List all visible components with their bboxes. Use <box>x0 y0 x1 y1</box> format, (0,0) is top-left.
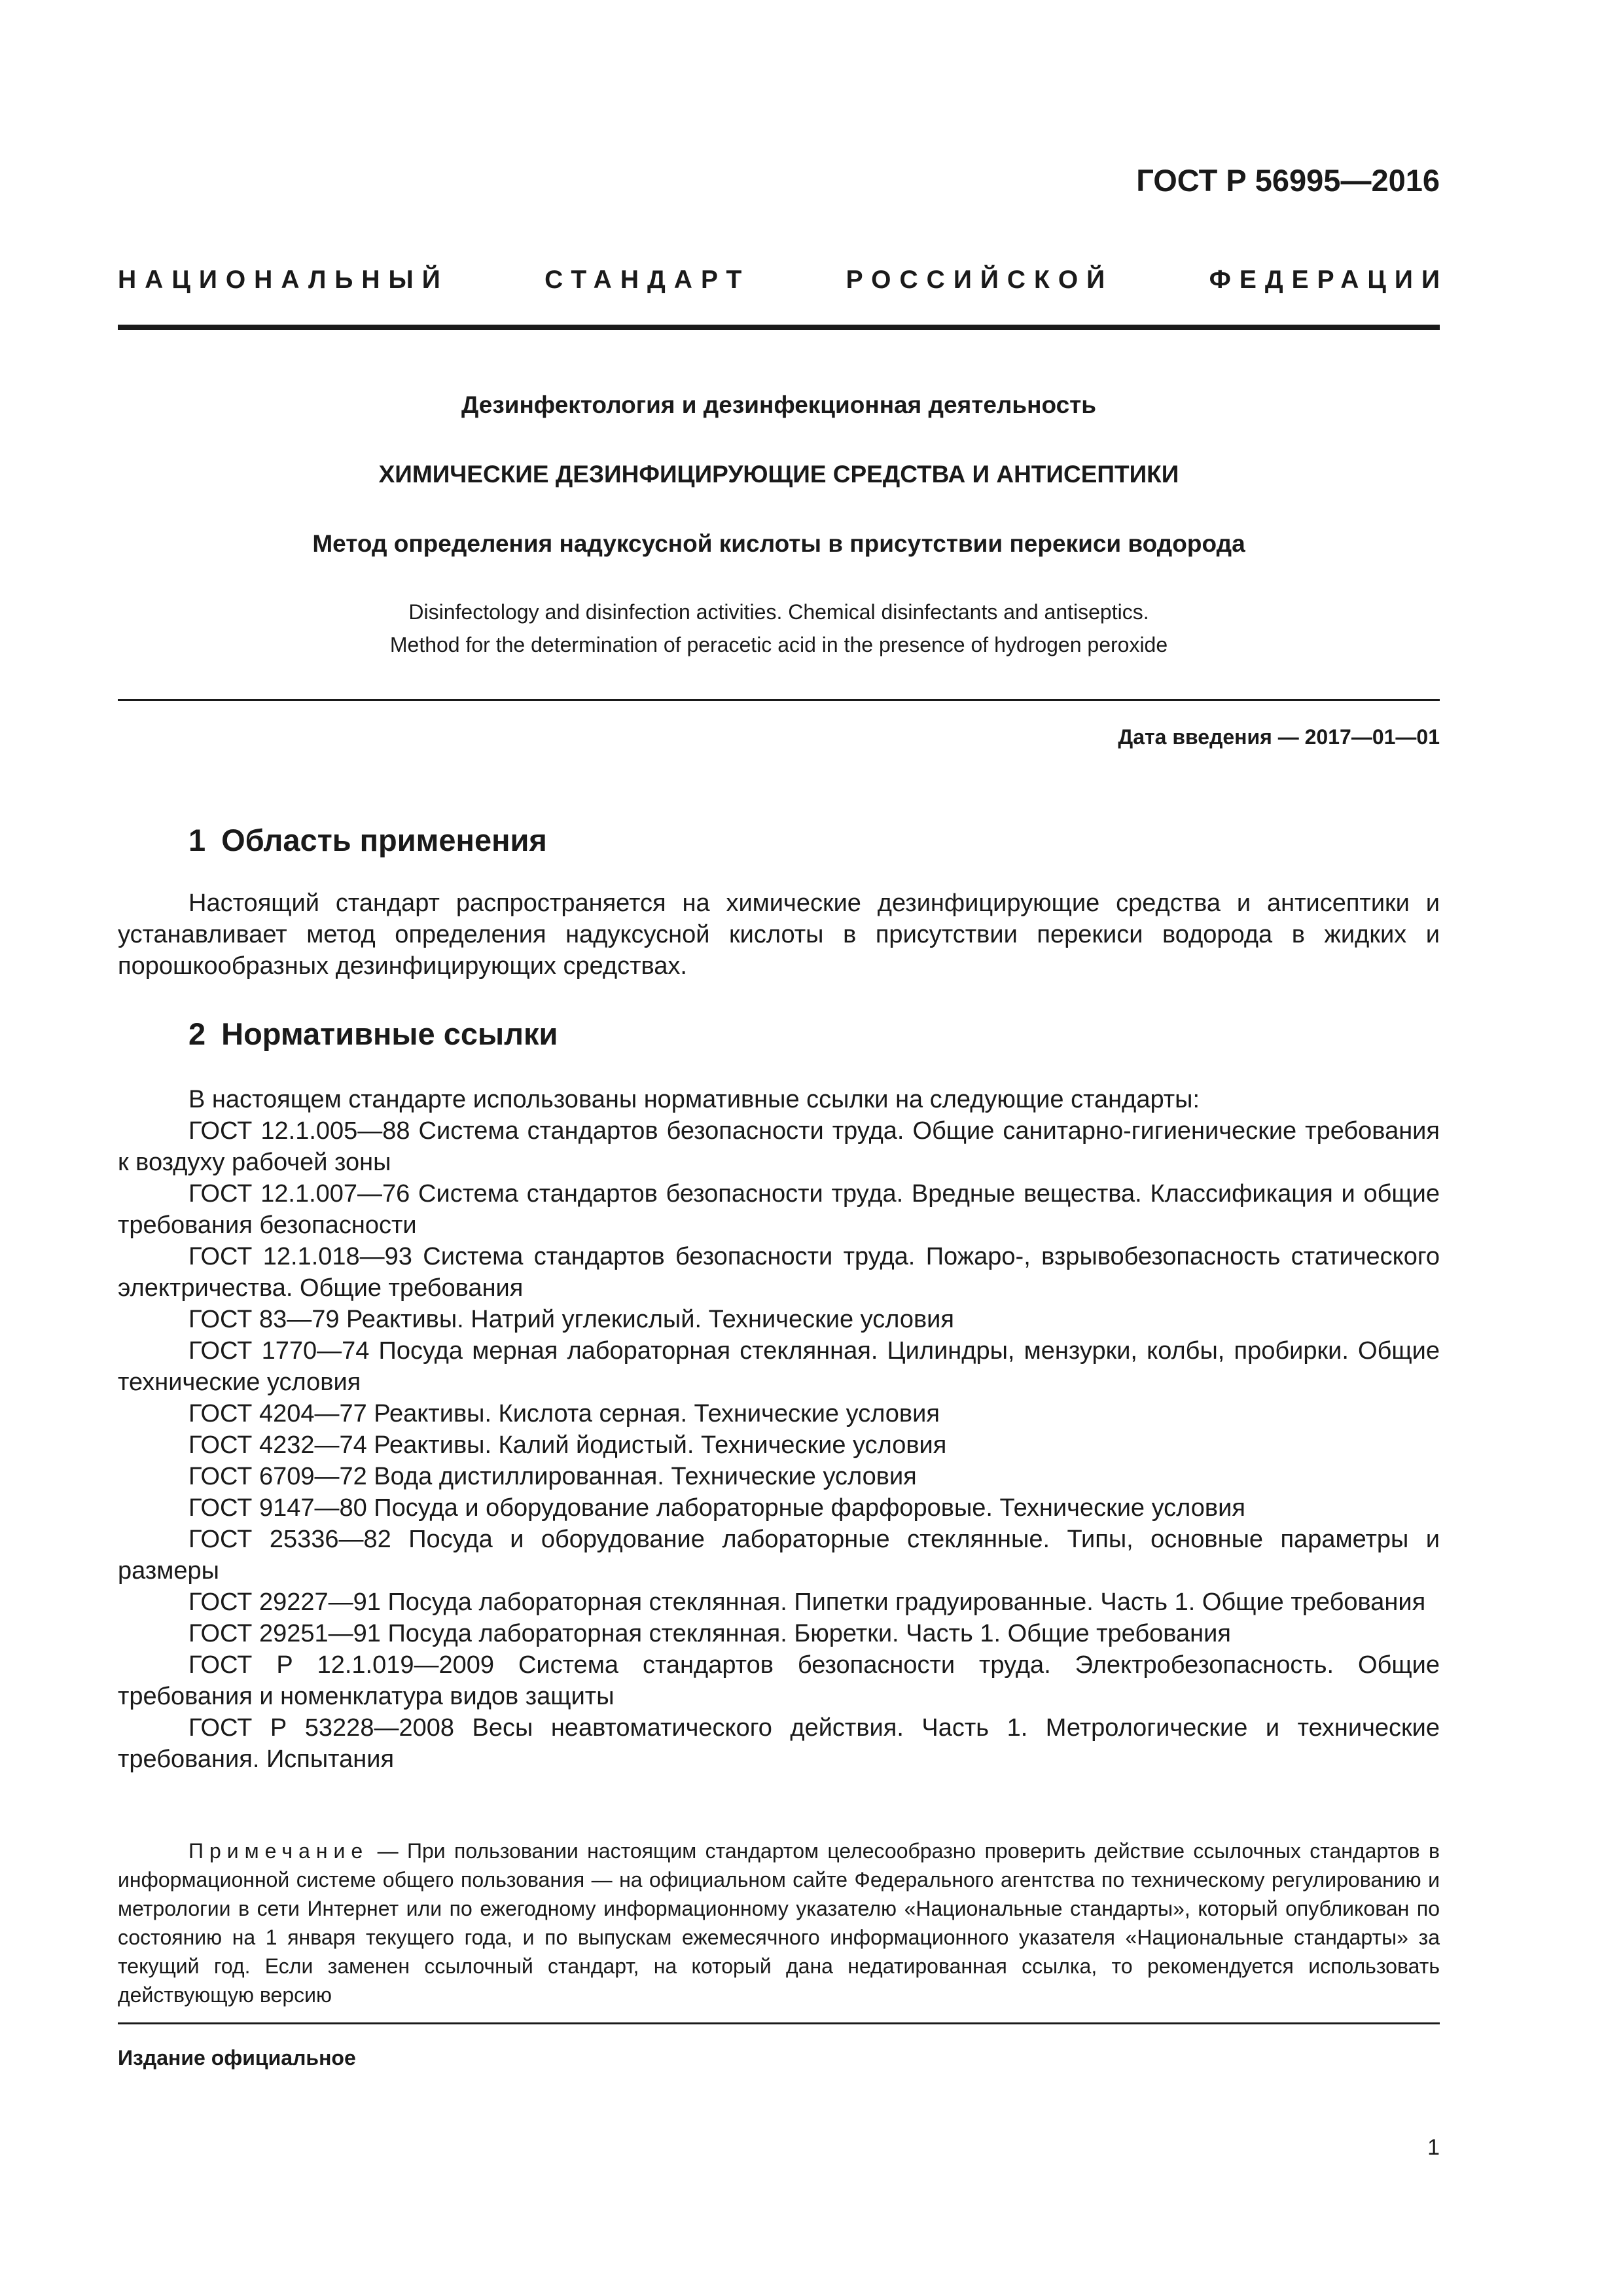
reference-item: ГОСТ Р 53228—2008 Весы неавтоматического действия. Часть 1. Метрологические и технические требования. Испытания <box>118 1714 1440 1773</box>
reference-item: ГОСТ 4232—74 Реактивы. Калий йодистый. Технические условия <box>188 1431 947 1459</box>
official-edition-label: Издание официальное <box>118 2046 356 2070</box>
paragraph-intro: В настоящем стандарте использованы нормативные ссылки на следующие стандарты: <box>188 1086 1200 1113</box>
banner-word: СТАНДАРТ <box>544 266 751 294</box>
note-text: — При пользовании настоящим стандартом целесообразно проверить действие ссылочных стандартов в информационной системе общего пользования — на официальном сайте Федерального агентства по техническому регулированию и метрологии в сети Интернет или по ежегодному информационному указателю «Национальные стандарты», который опубликован по состоянию на 1 января текущего года, и по выпускам ежемесячного информационного указателя «Национальные стандарты» за текущий год. Если заменен ссылочный стандарт, на который дана недатированная ссылка, то рекомендуется использовать действующую версию <box>118 1839 1440 2007</box>
section-2-heading <box>188 1016 558 1052</box>
reference-item: ГОСТ Р 12.1.019—2009 Система стандартов безопасности труда. Электробезопасность. Общие требования и номенклатура видов защиты <box>118 1651 1440 1710</box>
section-title: Область применения <box>221 823 547 857</box>
document-page <box>118 0 1448 2296</box>
title-main: ХИМИЧЕСКИЕ ДЕЗИНФИЦИРУЮЩИЕ СРЕДСТВА И АНТИСЕПТИКИ <box>378 461 1179 488</box>
footer-divider <box>118 2022 1440 2024</box>
reference-item: ГОСТ 25336—82 Посуда и оборудование лабораторные стеклянные. Типы, основные параметры и размеры <box>118 1526 1440 1585</box>
reference-item: ГОСТ 12.1.005—88 Система стандартов безопасности труда. Общие санитарно-гигиенические требования к воздуху рабочей зоны <box>118 1117 1440 1176</box>
section-number: 2 <box>188 1016 206 1051</box>
section-1-body <box>118 888 1440 982</box>
banner-word: РОССИЙСКОЙ <box>846 266 1114 294</box>
page-number: 1 <box>1427 2135 1440 2160</box>
note-paragraph <box>118 1837 1440 2009</box>
reference-item: ГОСТ 9147—80 Посуда и оборудование лабораторные фарфоровые. Технические условия <box>188 1494 1245 1522</box>
national-standard-banner <box>118 266 1448 295</box>
note-label: Примечание <box>188 1839 369 1863</box>
reference-item: ГОСТ 29227—91 Посуда лабораторная стеклянная. Пипетки градуированные. Часть 1. Общие требования <box>188 1588 1426 1616</box>
title-english-line: Disinfectology and disinfection activities. Chemical disinfectants and antiseptics. <box>408 600 1149 624</box>
reference-item: ГОСТ 83—79 Реактивы. Натрий углекислый. Технические условия <box>188 1306 954 1333</box>
paragraph: Настоящий стандарт распространяется на химические дезинфицирующие средства и антисептики и устанавливает метод определения надуксусной кислоты в присутствии перекиси водорода в жидких и порошкообразных дезинфицирующих средствах. <box>118 889 1440 980</box>
title-english <box>118 596 1440 661</box>
section-number: 1 <box>188 823 206 857</box>
section-title: Нормативные ссылки <box>221 1016 558 1051</box>
reference-item: ГОСТ 6709—72 Вода дистиллированная. Технические условия <box>188 1463 917 1490</box>
reference-item: ГОСТ 12.1.018—93 Система стандартов безопасности труда. Пожаро-, взрывобезопасность статического электричества. Общие требования <box>118 1243 1440 1302</box>
gost-number: ГОСТ Р 56995—2016 <box>1136 163 1440 198</box>
header-divider <box>118 325 1440 330</box>
reference-item: ГОСТ 4204—77 Реактивы. Кислота серная. Технические условия <box>188 1400 940 1427</box>
reference-item: ГОСТ 29251—91 Посуда лабораторная стеклянная. Бюретки. Часть 1. Общие требования <box>188 1620 1231 1647</box>
title-divider <box>118 699 1440 701</box>
title-method: Метод определения надуксусной кислоты в присутствии перекиси водорода <box>312 530 1245 557</box>
banner-word: НАЦИОНАЛЬНЫЙ <box>118 266 449 294</box>
section-2-body <box>118 1084 1440 1775</box>
date-of-introduction: Дата введения — 2017—01—01 <box>1118 725 1440 749</box>
title-field: Дезинфектология и дезинфекционная деятельность <box>461 391 1097 418</box>
section-1-heading <box>188 822 547 858</box>
title-english-line: Method for the determination of peracetic acid in the presence of hydrogen peroxide <box>389 633 1168 656</box>
reference-item: ГОСТ 1770—74 Посуда мерная лабораторная стеклянная. Цилиндры, мензурки, колбы, пробирки. Общие технические условия <box>118 1337 1440 1396</box>
reference-item: ГОСТ 12.1.007—76 Система стандартов безопасности труда. Вредные вещества. Классификация и общие требования безопасности <box>118 1180 1440 1239</box>
banner-word: ФЕДЕРАЦИИ <box>1209 266 1448 294</box>
